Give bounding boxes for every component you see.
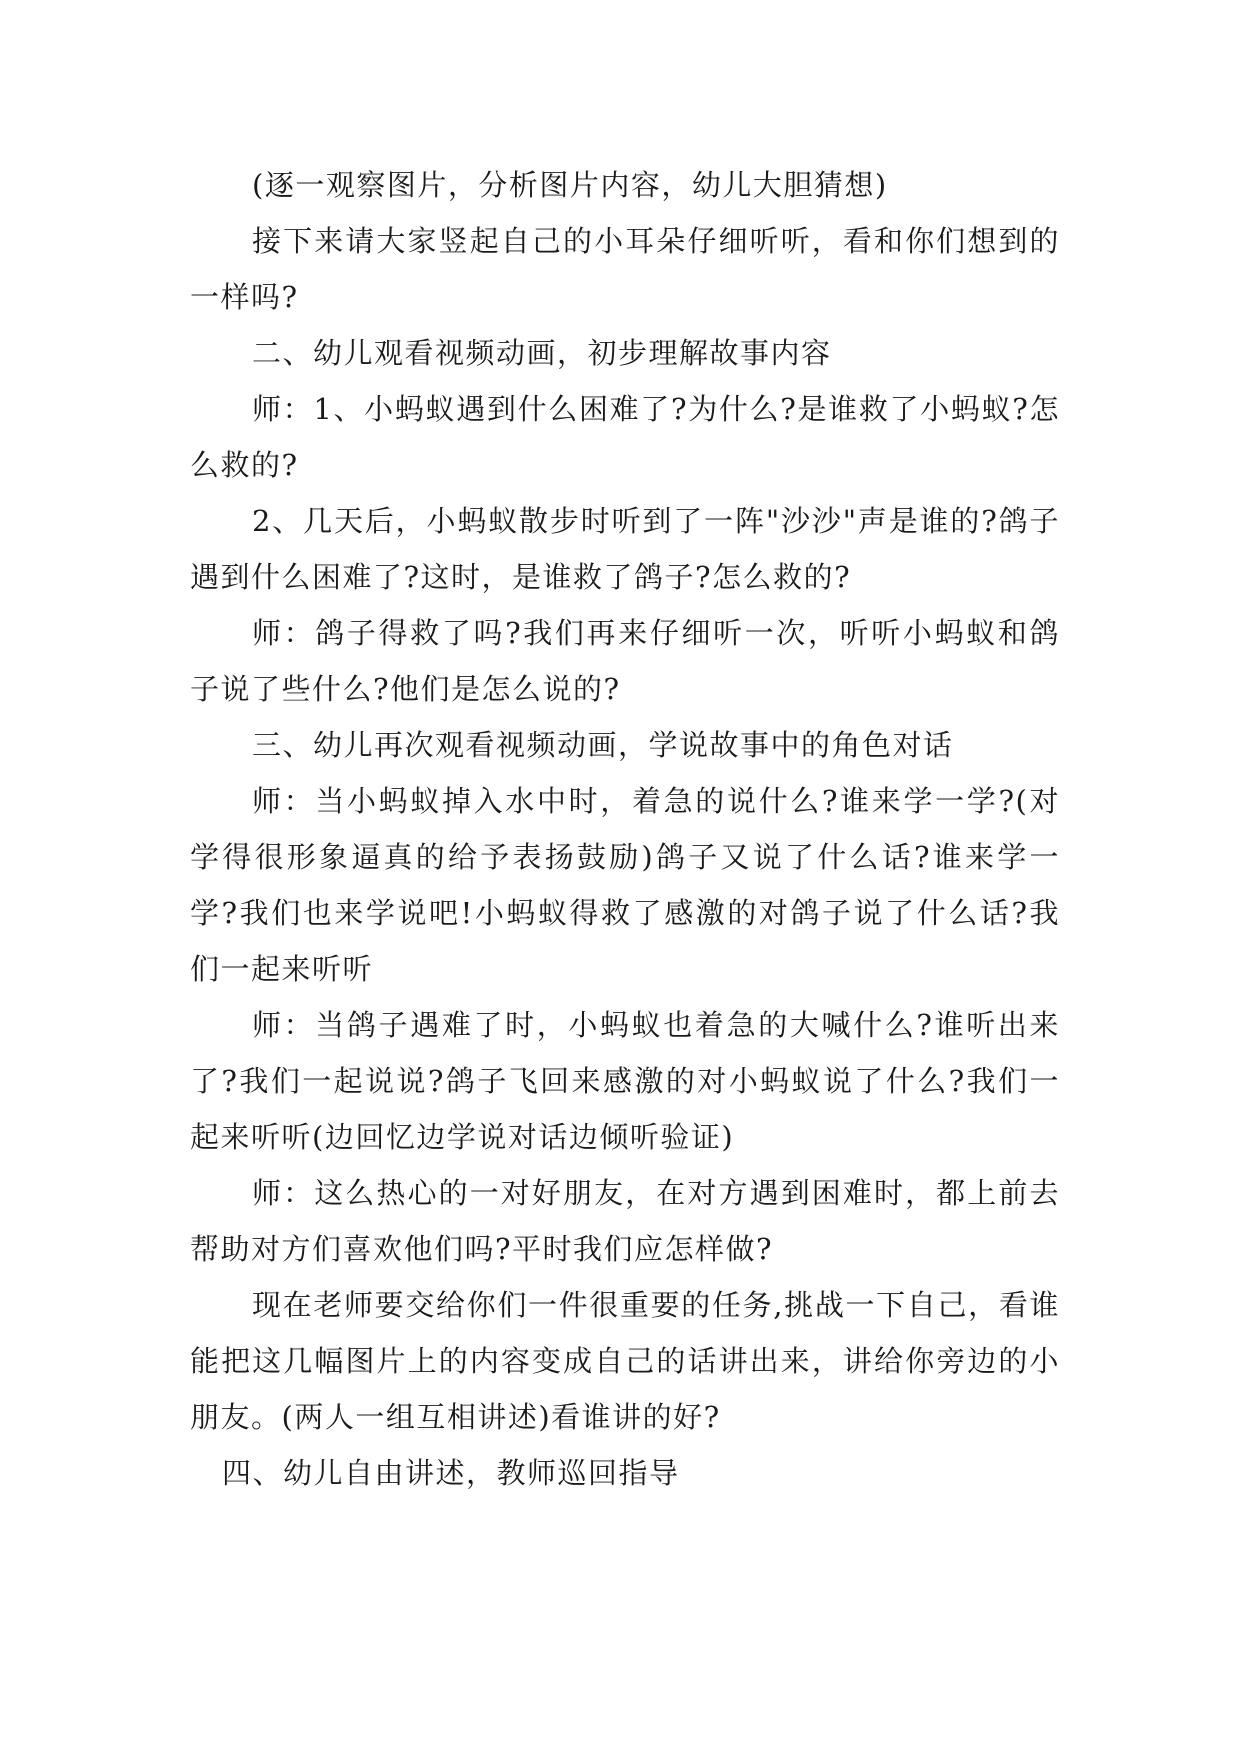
section-heading-4: 四、幼儿自由讲述，教师巡回指导 — [222, 1456, 680, 1490]
paragraph-good-friends: 师：这么热心的一对好朋友，在对方遇到困难时，都上前去帮助对方们喜欢他们吗?平时我们应怎样做? — [190, 1176, 1060, 1266]
paragraph-ant-in-water: 师：当小蚂蚁掉入水中时，着急的说什么?谁来学一学?(对学得很形象逼真的给予表扬鼓励)鸽子又说了什么话?谁来学一学?我们也来学说吧!小蚂蚁得救了感激的对鸽子说了什么话?我们一起来听听 — [190, 784, 1060, 986]
paragraph-pigeon-in-danger: 师：当鸽子遇难了时，小蚂蚁也着急的大喊什么?谁听出来了?我们一起说说?鸽子飞回来感激的对小蚂蚁说了什么?我们一起来听听(边回忆边学说对话边倾听验证) — [190, 1008, 1060, 1154]
paragraph-task: 现在老师要交给你们一件很重要的任务,挑战一下自己，看谁能把这几幅图片上的内容变成自己的话讲出来，讲给你旁边的小朋友。(两人一组互相讲述)看谁讲的好? — [190, 1288, 1060, 1434]
paragraph-question-2: 2、几天后，小蚂蚁散步时听到了一阵"沙沙"声是谁的?鸽子遇到什么困难了?这时，是谁救了鸽子?怎么救的? — [190, 504, 1060, 594]
paragraph-listen-carefully: 接下来请大家竖起自己的小耳朵仔细听听，看和你们想到的一样吗? — [190, 224, 1060, 314]
section-heading-3: 三、幼儿再次观看视频动画，学说故事中的角色对话 — [252, 728, 954, 762]
paragraph-pigeon-saved: 师：鸽子得救了吗?我们再来仔细听一次，听听小蚂蚁和鸽子说了些什么?他们是怎么说的? — [190, 616, 1060, 706]
paragraph-observe-pictures: (逐一观察图片，分析图片内容，幼儿大胆猜想) — [252, 168, 888, 202]
paragraph-question-1: 师：1、小蚂蚁遇到什么困难了?为什么?是谁救了小蚂蚁?怎么救的? — [190, 392, 1060, 482]
document-body — [190, 157, 1060, 1501]
section-heading-2: 二、幼儿观看视频动画，初步理解故事内容 — [252, 336, 832, 370]
